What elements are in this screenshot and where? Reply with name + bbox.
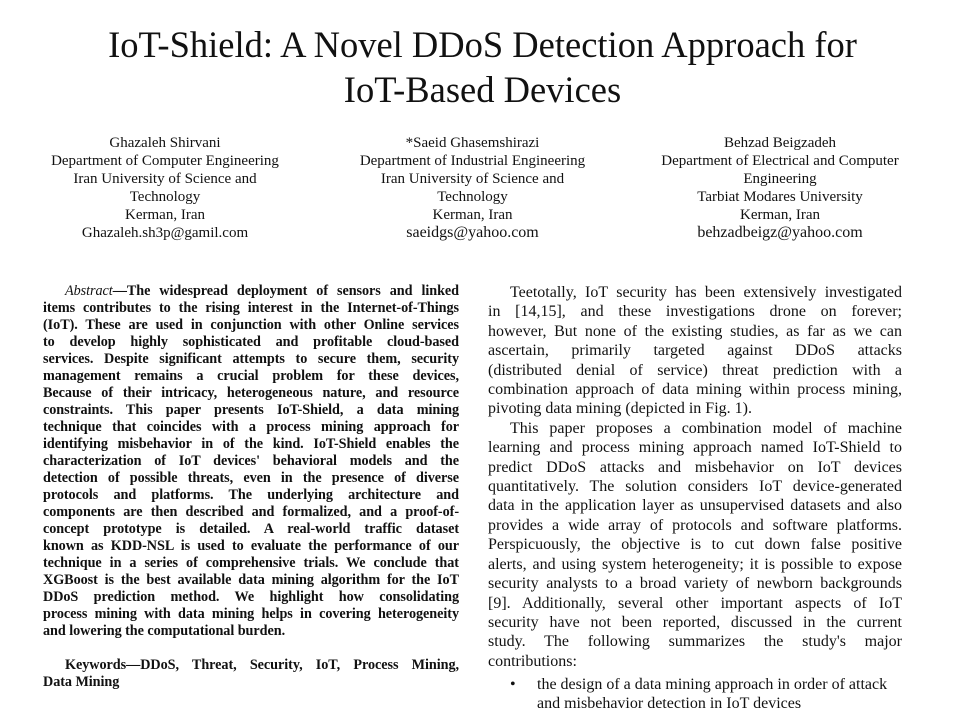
abstract-line: technique that coincides with a process mining approach for <box>43 419 459 435</box>
body-column <box>488 283 902 671</box>
author-email: Ghazaleh.sh3p@gamil.com <box>81 225 249 241</box>
body-line: security analysts to a broad variety of newborn backgrounds <box>488 575 902 593</box>
author-affiliation: Tarbiat Modares University <box>697 189 863 205</box>
abstract-line: technique in a series of comprehensive trials. We conclude that <box>43 555 459 571</box>
author-name: Ghazaleh Shirvani <box>109 135 221 151</box>
abstract-line: to develop highly sophisticated and profitable cloud-based <box>43 334 459 350</box>
title-line: IoT-Based Devices <box>343 69 622 110</box>
author-location: Kerman, Iran <box>740 207 820 223</box>
title-line: IoT-Shield: A Novel DDoS Detection Approach for <box>108 24 857 65</box>
body-line: pivoting data mining (depicted in Fig. 1). <box>488 400 752 418</box>
abstract-line: components are then described and formalized, and a proof-of- <box>43 504 459 520</box>
abstract-first-line: —The widespread deployment of sensors and linked <box>112 283 459 299</box>
abstract-body <box>43 300 459 640</box>
author-block <box>40 134 290 242</box>
body-line: data in the application layer as unsupervised datasets and also <box>488 497 902 515</box>
abstract-line: characterization of IoT devices' behavioral models and the <box>43 453 459 469</box>
body-line: in [14,15], and these investigations drone on forever; <box>488 303 902 321</box>
body-line: combination approach of data mining within process mining, <box>488 381 902 399</box>
body-line: predict DDoS attacks and misbehavior on IoT devices <box>488 458 902 476</box>
abstract-line: and lowering the computational burden. <box>43 623 286 639</box>
keywords-line: Data Mining <box>43 674 120 690</box>
body-line: security have not been reported, discussed in the current <box>488 613 902 631</box>
body-line: provides a wide array of protocols and software platforms. <box>488 516 902 534</box>
abstract-line: services. Despite significant attempts to secure them, security <box>43 351 459 367</box>
body-line: Perspicuously, the objective is to cut down false positive <box>488 536 902 554</box>
body-line: Teetotally, IoT security has been extensively investigated <box>510 284 902 301</box>
author-block <box>650 134 910 242</box>
author-email: behzadbeigz@yahoo.com <box>697 224 863 241</box>
body-line: ascertain, primarily targeted against DDoS attacks <box>488 342 902 360</box>
abstract-line: known as KDD-NSL is used to evaluate the performance of our <box>43 538 459 554</box>
abstract-lead: Abstract <box>65 283 113 299</box>
body-line: (distributed denial of service) threat prediction with a <box>488 361 902 379</box>
author-location: Kerman, Iran <box>432 207 513 223</box>
author-email: saeidgs@yahoo.com <box>406 224 539 241</box>
author-affiliation: Department of Industrial Engineering <box>359 153 586 169</box>
author-affiliation: Engineering <box>743 171 817 187</box>
body-line: study. The following summarizes the study's major <box>488 633 902 651</box>
abstract-line: XGBoost is the best available data mining algorithm for the IoT <box>43 572 459 588</box>
paper-title <box>0 22 965 112</box>
abstract-line: process mining with data mining helps in covering heterogeneity <box>43 606 459 622</box>
abstract-line: Because of their intricacy, heterogeneous nature, and resource <box>43 385 459 401</box>
bullet-line: and misbehavior detection in IoT devices <box>537 695 802 713</box>
author-affiliation: Department of Electrical and Computer <box>661 153 899 169</box>
author-block <box>345 134 600 242</box>
abstract-line: identifying misbehavior in of the kind. IoT-Shield enables the <box>43 436 459 452</box>
body-line: contributions: <box>488 652 577 670</box>
body-paragraph <box>488 419 902 671</box>
keywords-line: Keywords—DDoS, Threat, Security, IoT, Process Mining, <box>65 657 459 673</box>
abstract-line: detection of possible threats, even in the presence of diverse <box>43 470 459 486</box>
abstract-line: items contributes to the rising interest in the Internet-of-Things <box>43 300 459 316</box>
spacer <box>43 640 459 657</box>
abstract-line <box>43 283 459 300</box>
abstract-line: constraints. This paper presents IoT-Shield, a data mining <box>43 402 459 418</box>
author-affiliation: Department of Computer Engineering <box>51 153 279 169</box>
body-paragraph <box>488 283 902 419</box>
abstract-line: concept prototype is detailed. A real-world traffic dataset <box>43 521 459 537</box>
bullet-line: the design of a data mining approach in order of attack <box>537 676 888 693</box>
body-line: This paper proposes a combination model of machine <box>510 419 902 437</box>
author-name: *Saeid Ghasemshirazi <box>405 135 540 151</box>
abstract-line: protocols and platforms. The underlying architecture and <box>43 487 459 503</box>
author-name: Behzad Beigzadeh <box>723 135 837 151</box>
abstract-line: DDoS prediction method. We highlight how consolidating <box>43 589 459 605</box>
author-location: Kerman, Iran <box>125 207 205 223</box>
abstract <box>43 283 459 691</box>
abstract-line: (IoT). These are used in conjunction with other Online services <box>43 317 459 333</box>
author-affiliation: Iran University of Science and <box>380 171 565 187</box>
body-line: learning and process mining approach named IoT-Shield to <box>488 439 902 457</box>
bullet-icon: • <box>510 676 516 693</box>
bullet-text <box>537 675 902 714</box>
author-affiliation: Technology <box>129 189 201 205</box>
body-line: alerts, and using system heterogeneity; it is possible to expose <box>488 555 902 573</box>
body-line: quantitatively. The solution considers IoT device-generated <box>488 478 902 496</box>
body-line: however, But none of the existing studies, as far as we can <box>488 322 902 340</box>
author-affiliation: Technology <box>437 189 508 205</box>
author-affiliation: Iran University of Science and <box>73 171 257 187</box>
body-line: [9]. Additionally, several other important aspects of IoT <box>488 594 902 612</box>
abstract-line: management remains a crucial problem for these devices, <box>43 368 459 384</box>
